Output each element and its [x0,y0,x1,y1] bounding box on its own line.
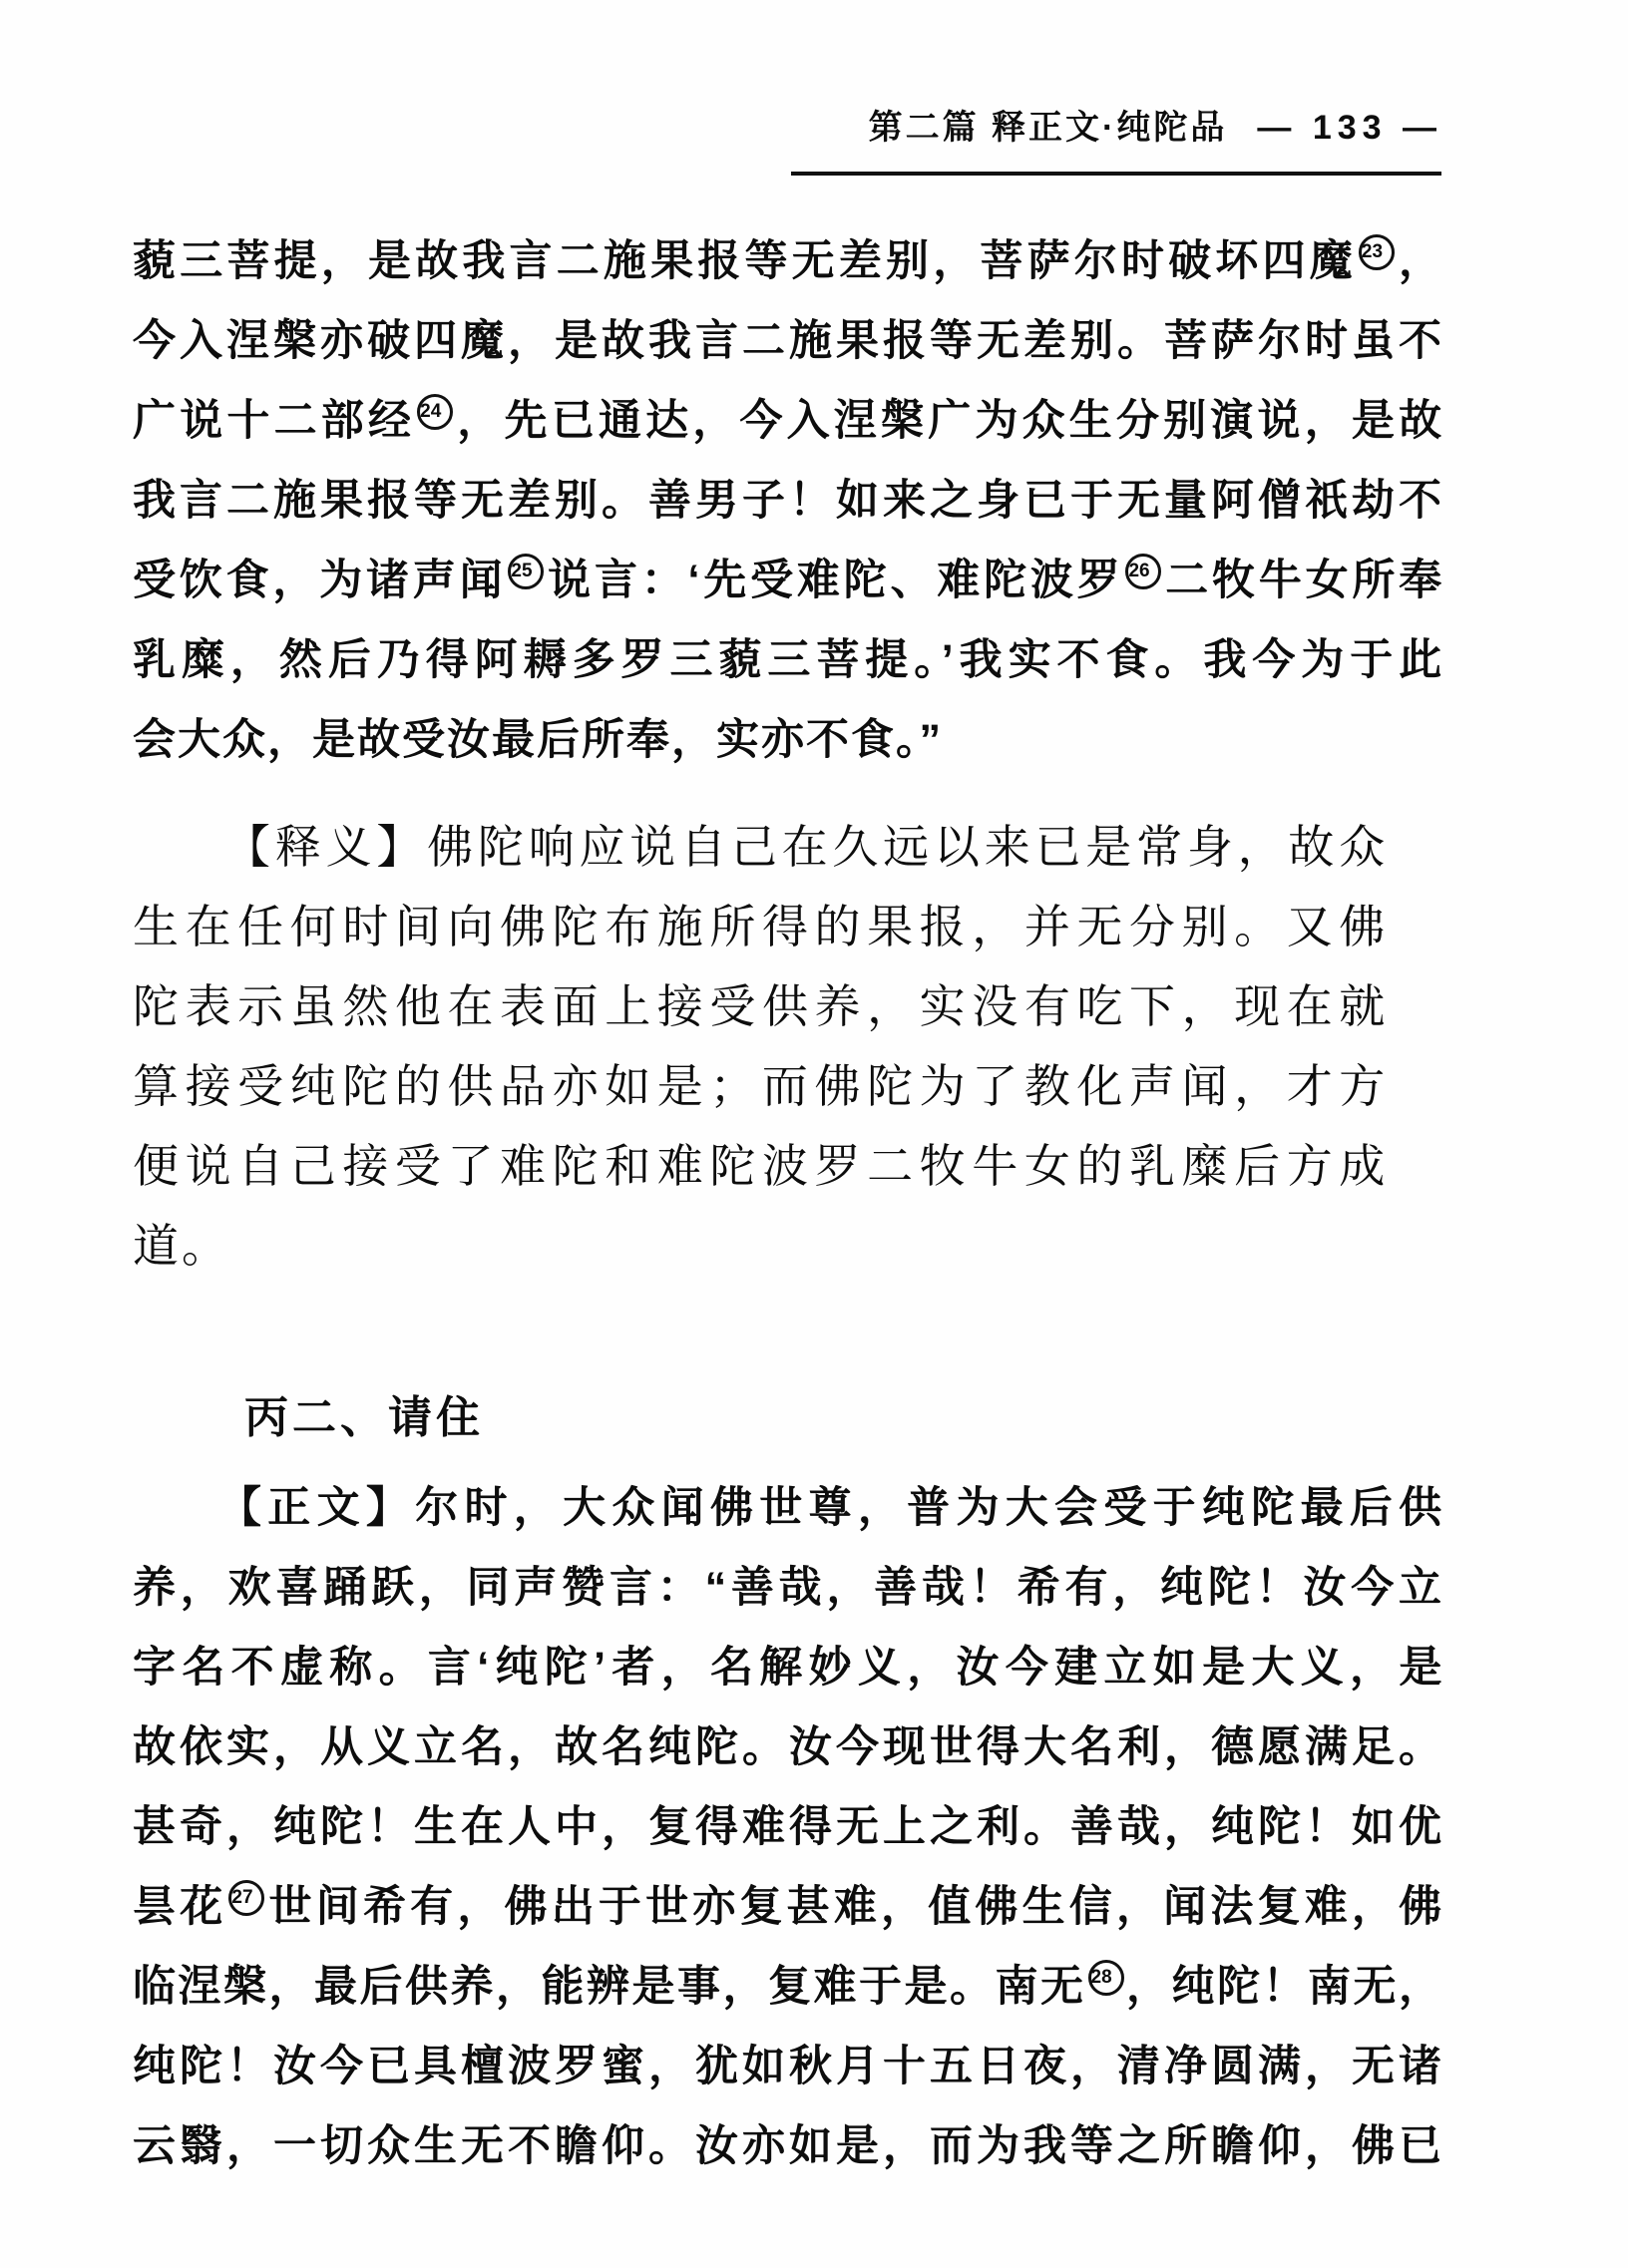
footnote-marker: 27 [228,1880,264,1916]
text-line: 【释义】佛陀响应说自己在久远以来已是常身，故众 [224,822,1389,873]
footnote-marker: 25 [508,554,544,589]
text-line: 我言二施果报等无差别。善男子！如来之身已于无量阿僧祇劫不 [133,477,1443,525]
text-line: 故依实，从义立名，故名纯陀。汝今现世得大名利，德愿满足。 [133,1723,1443,1771]
footnote-marker: 28 [1088,1960,1124,1996]
text-line: 昙花 27 世间希有，佛出于世亦复甚难，值佛生信，闻法复难，佛 [133,1867,1443,1947]
footnote-marker: 23 [1359,234,1395,270]
scripture-paragraph [133,221,1443,780]
running-title: 第二篇 释正文·纯陀品 [868,109,1228,147]
text-line: 云翳，一切众生无不瞻仰。汝亦如是，而为我等之所瞻仰，佛已 [133,2122,1443,2170]
text-line: 藐三菩提，是故我言二施果报等无差别，菩萨尔时破坏四魔 23 ， [133,221,1443,301]
text-line: 生在任何时间向佛陀布施所得的果报，并无分别。又佛 [133,902,1389,952]
text-line: 道。 [133,1221,230,1272]
text-line: 【正文】尔时，大众闻佛世尊，普为大会受于纯陀最后供 [218,1484,1444,1532]
header-rule [791,172,1441,176]
page-number: — 133 — [1257,109,1442,147]
commentary-paragraph [133,808,1443,1287]
footnote-marker: 26 [1125,554,1161,589]
text-line: 乳糜，然后乃得阿耨多罗三藐三菩提。’我实不食。我今为于此 [133,636,1444,684]
text-line: 今入涅槃亦破四魔，是故我言二施果报等无差别。菩萨尔时虽不 [133,317,1443,365]
text-line: 会大众，是故受汝最后所奉，实亦不食。” [133,716,943,764]
footnote-marker: 24 [417,394,453,430]
text-line: 甚奇，纯陀！生在人中，复得难得无上之利。善哉，纯陀！如优 [133,1803,1443,1851]
text-line: 受饮食，为诸声闻 25 说言：‘先受难陀、难陀波罗 26 二牧牛女所奉 [133,541,1443,620]
text-line: 便说自己接受了难陀和难陀波罗二牧牛女的乳糜后方成 [133,1141,1389,1192]
text-line: 纯陀！汝今已具檀波罗蜜，犹如秋月十五日夜，清净圆满，无诸 [133,2043,1443,2090]
page-header [0,100,1442,149]
text-line: 陀表示虽然他在表面上接受供养，实没有吃下，现在就 [133,981,1389,1032]
scripture-paragraph [133,1468,1443,2186]
text-line: 养，欢喜踊跃，同声赞言：“善哉，善哉！希有，纯陀！汝今立 [133,1564,1444,1612]
text-line: 临涅槃，最后供养，能辨是事，复难于是。南无 28 ，纯陀！南无， [133,1947,1443,2027]
page-content [133,221,1443,2186]
section-heading: 丙二、请住 [244,1393,484,1442]
text-line: 算接受纯陀的供品亦如是；而佛陀为了教化声闻，才方 [133,1061,1389,1112]
text-line: 字名不虚称。言‘纯陀’者，名解妙义，汝今建立如是大义，是 [133,1644,1444,1692]
text-line: 广说十二部经 24 ，先已通达，今入涅槃广为众生分别演说，是故 [133,381,1443,461]
